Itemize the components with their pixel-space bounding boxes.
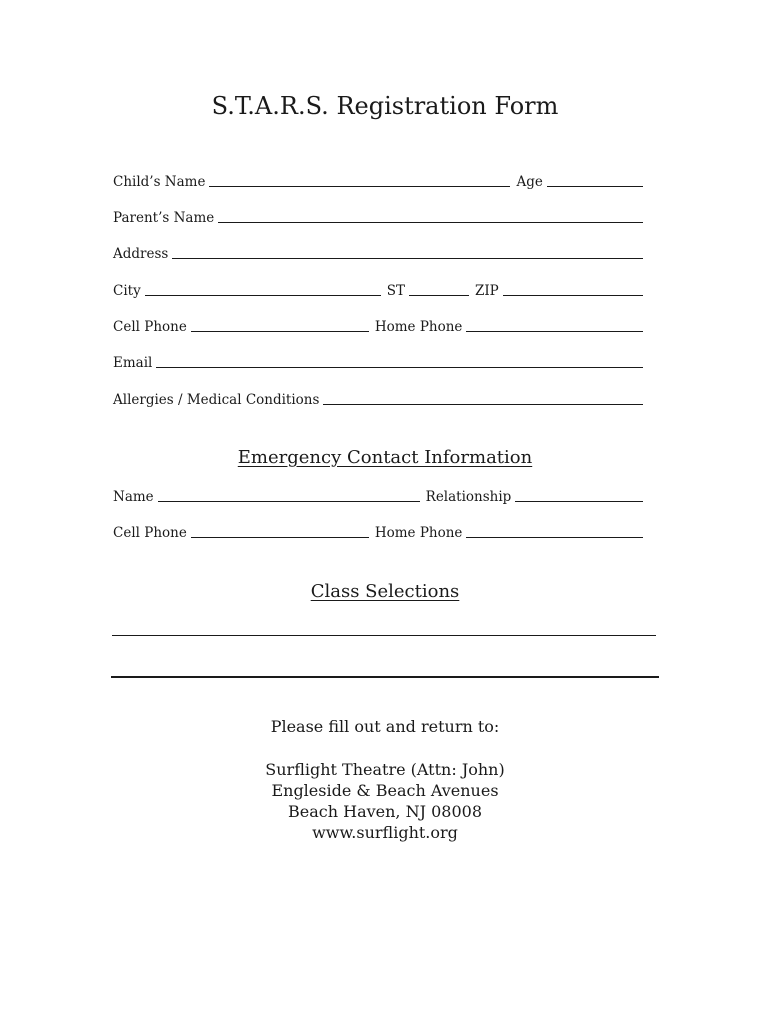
allergies-field[interactable] [323,404,643,405]
email-field[interactable] [156,367,643,368]
childs-name-field[interactable] [209,186,510,187]
relationship-label: Relationship [425,489,512,505]
emergency-phone-row [113,521,643,541]
parents-name-row [113,206,643,226]
address-label: Address [113,246,169,262]
email-label: Email [113,355,153,371]
address-row [113,242,643,262]
state-field[interactable] [409,295,469,296]
class-selection-line-1[interactable] [112,635,656,636]
emergency-contact-heading [0,446,770,470]
cell-phone-label: Cell Phone [113,319,187,335]
home-phone-label: Home Phone [374,319,463,335]
allergies-label: Allergies / Medical Conditions [113,392,320,408]
allergies-row [113,388,643,408]
return-address-line: Surflight Theatre (Attn: John) [265,760,505,779]
parents-name-label: Parent’s Name [113,210,215,226]
address-field[interactable] [172,258,643,259]
city-field[interactable] [145,295,381,296]
return-address-line: Beach Haven, NJ 08008 [288,802,482,821]
childs-name-row [113,170,643,190]
state-label: ST [386,283,405,299]
return-website: www.surflight.org [312,823,458,842]
email-row [113,351,643,371]
emergency-cell-phone-field[interactable] [191,537,369,538]
zip-field[interactable] [503,295,643,296]
age-field[interactable] [547,186,643,187]
emergency-name-field[interactable] [158,501,420,502]
class-selection-line-2[interactable] [111,676,659,678]
home-phone-field[interactable] [466,331,643,332]
emergency-name-label: Name [113,489,154,505]
age-label: Age [516,174,543,190]
class-selections-heading-text: Class Selections [310,581,460,602]
parents-name-field[interactable] [218,222,643,223]
relationship-field[interactable] [515,501,643,502]
zip-label: ZIP [474,283,499,299]
city-state-zip-row [113,279,643,299]
cell-phone-field[interactable] [191,331,369,332]
emergency-home-phone-label: Home Phone [374,525,463,541]
return-prompt: Please fill out and return to: [270,717,500,736]
form-title: S.T.A.R.S. Registration Form [211,92,559,120]
city-label: City [113,283,141,299]
emergency-home-phone-field[interactable] [466,537,643,538]
emergency-contact-heading-text: Emergency Contact Information [237,447,533,468]
phone-row [113,315,643,335]
childs-name-label: Child’s Name [113,174,206,190]
return-address-line: Engleside & Beach Avenues [271,781,499,800]
emergency-cell-phone-label: Cell Phone [113,525,187,541]
class-selections-heading [0,580,770,604]
emergency-name-row [113,485,643,505]
